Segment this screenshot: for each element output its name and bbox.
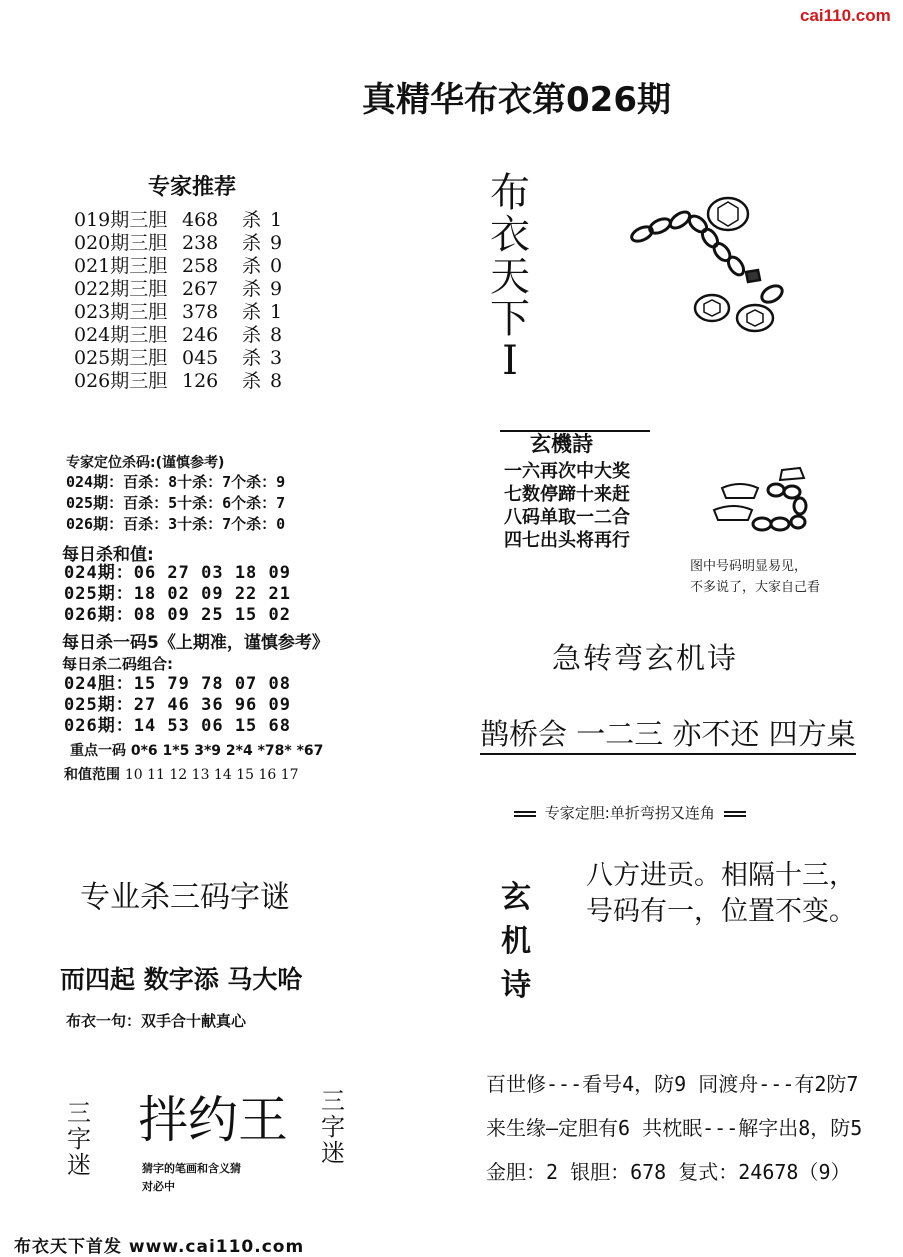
kill-number: 8 <box>270 370 283 392</box>
note-line: 不多说了，大家自己看 <box>690 580 821 595</box>
char: 天 <box>490 254 530 300</box>
expert-table <box>74 209 282 393</box>
char: 玄 <box>501 880 531 915</box>
kill-number: 1 <box>270 301 283 323</box>
xuanji-vertical <box>496 876 536 1008</box>
char: I <box>502 338 518 384</box>
expert-row <box>74 301 282 324</box>
expert-dan-text: 专家定胆:单折弯拐又连角 <box>544 804 715 822</box>
kill-number: 9 <box>270 278 283 300</box>
list-item: 026期：08 09 25 15 02 <box>64 605 291 625</box>
riddle-hint <box>142 1160 241 1196</box>
riddle-main: 拌约王 <box>138 1091 288 1149</box>
position-kill-heading: 专家定位杀码:(谨慎参考) <box>66 455 225 471</box>
mystic-poem-lines <box>504 460 630 552</box>
site-logo[interactable]: cai110.com <box>800 6 891 25</box>
char: 三 <box>321 1087 345 1115</box>
poem-line: 一六再次中大奖 <box>504 461 630 482</box>
xuanji-lines <box>586 858 856 930</box>
kill-number: 9 <box>270 232 283 254</box>
expert-row <box>74 324 282 347</box>
buyi-tianxia-vertical <box>488 172 532 382</box>
sharp-poem-line: 鹊桥会 一二三 亦不还 四方桌 <box>480 715 856 755</box>
mystic-poem-heading: 玄機詩 <box>530 431 593 456</box>
issue: 019期三胆 <box>74 209 168 231</box>
list-item: 024期：百杀：8十杀：7个杀：9 <box>66 473 286 491</box>
char: 衣 <box>490 212 530 258</box>
sum-range <box>64 764 299 784</box>
expert-row <box>74 370 282 393</box>
hint-line: 猜字的笔画和含义猜 <box>142 1162 241 1175</box>
char: 字 <box>67 1125 91 1153</box>
kill-label: 杀 <box>242 278 262 300</box>
divider <box>724 811 746 817</box>
expert-row <box>74 278 282 301</box>
kill-label: 杀 <box>242 301 262 323</box>
dan-numbers: 126 <box>182 370 219 392</box>
bottom-line: 金胆：2 银胆：678 复式：24678（9） <box>486 1160 851 1184</box>
bottom-line: 来生缘—定胆有6 共枕眠---解字出8，防5 <box>486 1116 863 1140</box>
char: 迷 <box>67 1151 91 1179</box>
riddle-line: 而四起 数字添 马大哈 <box>60 965 303 994</box>
char: 诗 <box>501 968 531 1003</box>
kill-label: 杀 <box>242 255 262 277</box>
sum-range-label: 和值范围 <box>64 767 120 783</box>
image-note <box>690 556 820 598</box>
riddle-heading: 专业杀三码字谜 <box>80 880 290 915</box>
page-title: 真精华布衣第026期 <box>362 80 671 120</box>
poem-line: 八码单取一二合 <box>504 507 630 528</box>
expert-dan <box>510 802 750 823</box>
xuanji-line: 号码有一，位置不变。 <box>586 896 856 927</box>
kill-number: 0 <box>270 255 283 277</box>
issue: 024期三胆 <box>74 324 168 346</box>
list-item: 025期：18 02 09 22 21 <box>64 584 291 604</box>
kill-number: 3 <box>270 347 283 369</box>
dan-numbers: 246 <box>182 324 219 346</box>
dan-numbers: 238 <box>182 232 219 254</box>
issue: 021期三胆 <box>74 255 168 277</box>
list-item: 026期：百杀：3十杀：7个杀：0 <box>66 515 286 533</box>
kill-label: 杀 <box>242 209 262 231</box>
char: 迷 <box>321 1139 345 1167</box>
divider <box>514 811 536 817</box>
char: 三 <box>67 1099 91 1127</box>
xuanji-line: 八方进贡。相隔十三， <box>586 860 856 891</box>
three-char-side-left <box>66 1100 92 1178</box>
list-item: 025期：27 46 36 96 09 <box>64 695 291 715</box>
daily-sum-list <box>64 563 291 626</box>
bottom-line: 百世修---看号4，防9 同渡舟---有2防7 <box>486 1072 859 1096</box>
hint-line: 对必中 <box>142 1180 175 1193</box>
dan-numbers: 267 <box>182 278 219 300</box>
expert-heading: 专家推荐 <box>148 175 237 200</box>
dan-numbers: 378 <box>182 301 219 323</box>
kill-label: 杀 <box>242 370 262 392</box>
daily-two-heading: 每日杀二码组合: <box>62 655 173 673</box>
list-item: 026期：14 53 06 15 68 <box>64 716 291 736</box>
poem-line: 四七出头将再行 <box>504 530 630 551</box>
sum-range-values: 10 11 12 13 14 15 16 17 <box>124 767 299 783</box>
issue: 020期三胆 <box>74 232 168 254</box>
position-kill-list <box>66 472 285 535</box>
dan-numbers: 045 <box>182 347 219 369</box>
expert-row <box>74 209 282 232</box>
issue: 023期三胆 <box>74 301 168 323</box>
dan-numbers: 468 <box>182 209 219 231</box>
key-code: 重点一码 0*6 1*5 3*9 2*4 *78* *67 <box>70 743 324 759</box>
issue: 026期三胆 <box>74 370 168 392</box>
char: 机 <box>501 924 531 959</box>
issue: 022期三胆 <box>74 278 168 300</box>
footer: 布衣天下首发 www.cai110.com <box>14 1237 305 1257</box>
kill-label: 杀 <box>242 347 262 369</box>
daily-one-heading: 每日杀一码5《上期准，谨慎参考》 <box>62 633 329 653</box>
bottom-lines <box>486 1062 862 1194</box>
note-line: 图中号码明显易见， <box>690 559 808 574</box>
poem-line: 七数停蹄十来赶 <box>504 484 630 505</box>
buyi-sentence: 布衣一句：双手合十献真心 <box>66 1012 247 1030</box>
kill-label: 杀 <box>242 232 262 254</box>
dan-numbers: 258 <box>182 255 219 277</box>
daily-sum-heading: 每日杀和值: <box>62 545 154 565</box>
char: 布 <box>490 170 530 216</box>
expert-row <box>74 232 282 255</box>
list-item: 024胆：15 79 78 07 08 <box>64 674 291 694</box>
issue: 025期三胆 <box>74 347 168 369</box>
gold-ingots-illustration <box>700 462 820 542</box>
char: 字 <box>321 1113 345 1141</box>
char: 下 <box>490 296 530 342</box>
three-char-side-right <box>320 1088 346 1166</box>
expert-row <box>74 347 282 370</box>
kill-number: 1 <box>270 209 283 231</box>
list-item: 024期：06 27 03 18 09 <box>64 563 291 583</box>
daily-two-list <box>64 674 291 737</box>
sharp-poem-heading: 急转弯玄机诗 <box>552 641 739 675</box>
chain-coins-illustration <box>620 186 820 336</box>
kill-label: 杀 <box>242 324 262 346</box>
expert-row <box>74 255 282 278</box>
list-item: 025期：百杀：5十杀：6个杀：7 <box>66 494 286 512</box>
kill-number: 8 <box>270 324 283 346</box>
